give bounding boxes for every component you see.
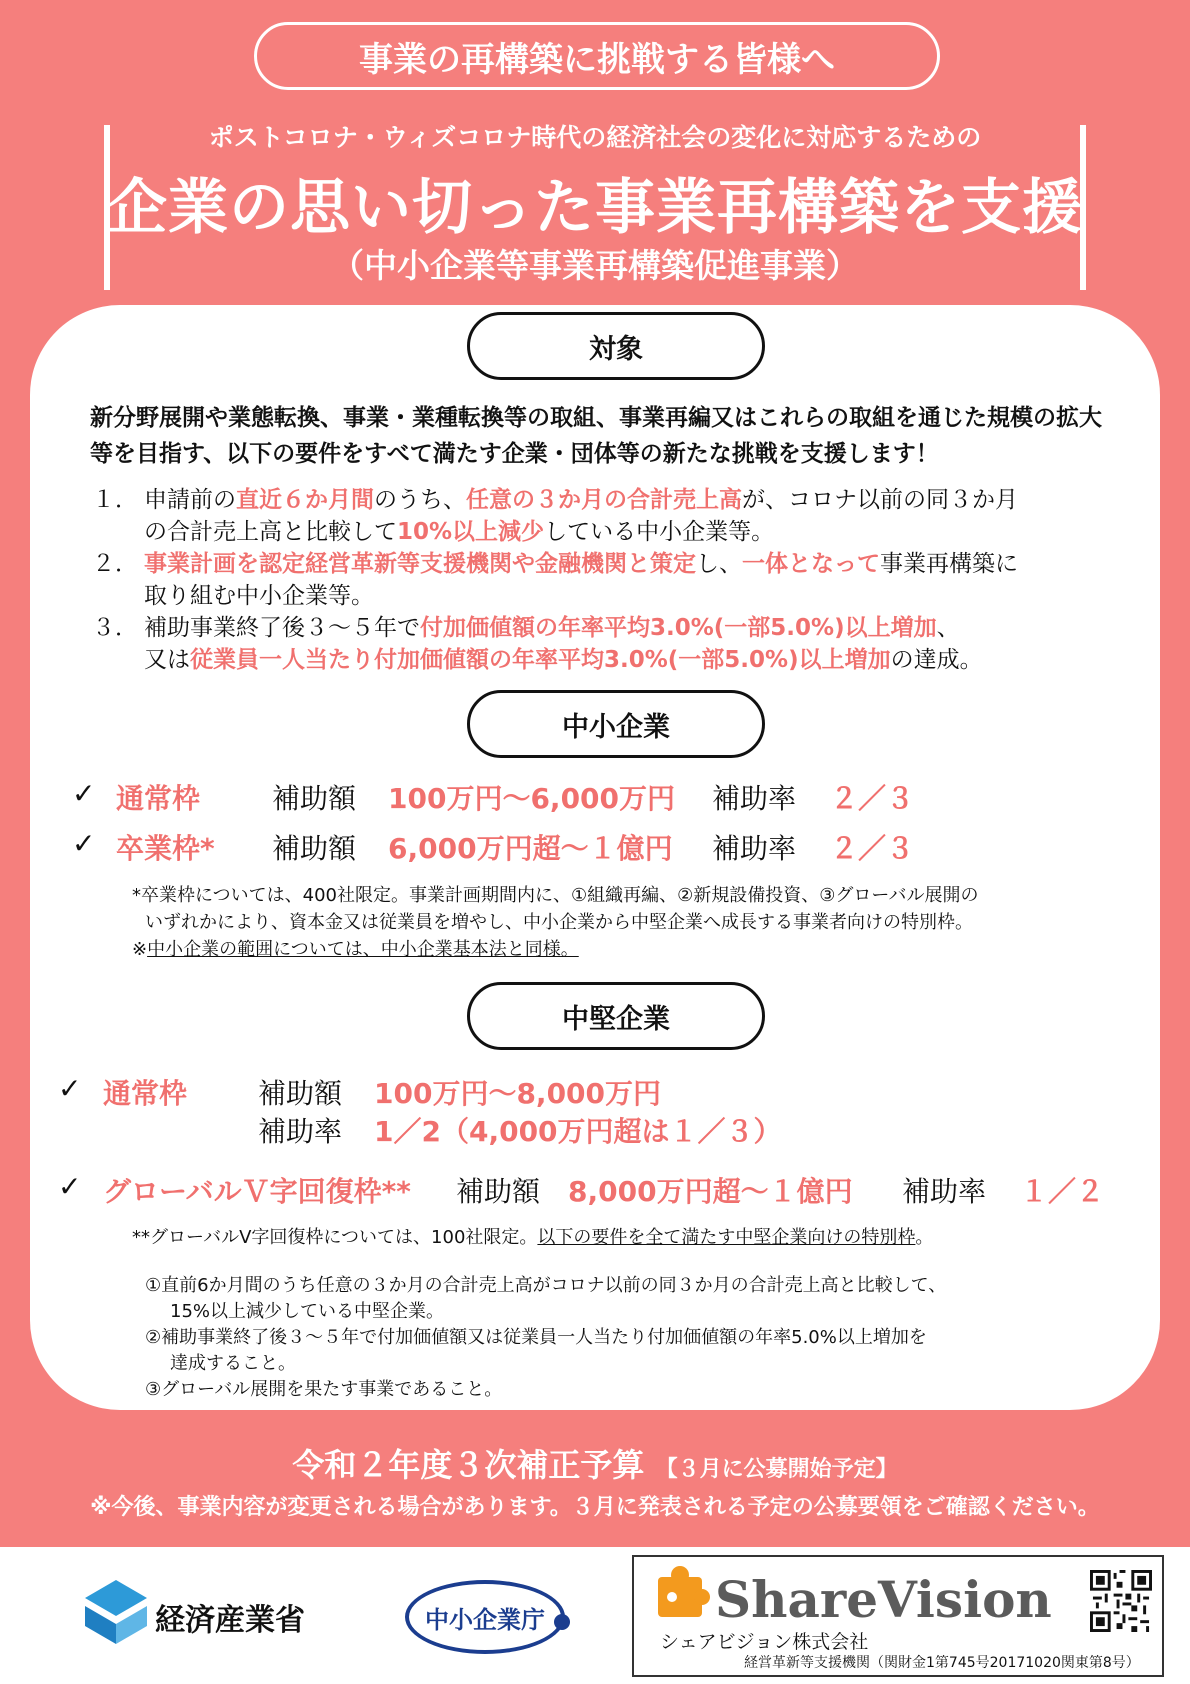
mid-condition-3: ③グローバル展開を果たす事業であること。: [145, 1379, 503, 1400]
requirement-3: [92, 612, 1122, 676]
req1-text-a: 申請前の: [144, 487, 236, 513]
req1-text-c: のうち、: [374, 487, 466, 513]
check-icon: ✓: [72, 827, 96, 860]
mid-note-a: **グローバルV字回復枠については、100社限定。: [132, 1227, 538, 1248]
page-title: 企業の思い切った事業再構築を支援: [107, 173, 1083, 243]
req2-text-d: 事業再構築に: [880, 551, 1018, 577]
check-icon: ✓: [58, 1170, 82, 1203]
check-icon: ✓: [72, 777, 96, 810]
qr-code-icon: [1090, 1570, 1152, 1632]
budget-note: 【３月に公募開始予定】: [655, 1457, 898, 1482]
sme-heading: 中小企業: [467, 690, 765, 758]
mid-condition-2b: 達成すること。: [170, 1353, 296, 1374]
sme-graduation-rate-label: 補助率: [712, 832, 797, 865]
req1-text-f: の合計売上高と比較して: [144, 519, 397, 545]
mid-global-amount-label: 補助額: [456, 1175, 541, 1208]
req3-text-f: の達成。: [890, 647, 983, 673]
sme-note-3-prefix: ※: [132, 939, 148, 960]
sme-regular-rate: ２／３: [830, 782, 915, 815]
req1-highlight-period: 直近６か月間: [236, 487, 374, 513]
check-icon: ✓: [58, 1072, 82, 1105]
requirement-1: [92, 484, 1122, 548]
mid-row-global: [58, 1170, 81, 1203]
sme-graduation-amount: 6,000万円超～１億円: [388, 832, 673, 865]
mid-note-c: 。: [915, 1227, 934, 1248]
sme-row-regular: [72, 777, 95, 810]
meti-logo-icon: [85, 1580, 147, 1644]
mid-global-name: グローバルＶ字回復枠**: [103, 1175, 411, 1208]
req2-highlight-plan: 事業計画を認定経営革新等支援機関や金融機関と策定: [144, 551, 696, 577]
budget-title: 令和２年度３次補正予算: [292, 1446, 645, 1484]
header-pill: 事業の再構築に挑戦する皆様へ: [254, 22, 940, 90]
sme-regular-rate-label: 補助率: [712, 782, 797, 815]
mid-row-regular: [58, 1072, 81, 1105]
sme-regular-amount-label: 補助額: [272, 782, 357, 815]
header-subtitle: ポストコロナ・ウィズコロナ時代の経済社会の変化に対応するための: [208, 123, 982, 152]
req2-text-e: 取り組む中小企業等。: [144, 583, 374, 609]
mid-regular-rate: 1／2（4,000万円超は１／３）: [374, 1115, 782, 1148]
mid-condition-2a: ②補助事業終了後３～５年で付加価値額又は従業員一人当たり付加価値額の年率5.0%以上増加を: [145, 1327, 927, 1348]
req3-text-c: 、: [936, 615, 960, 641]
sharevision-registration: 経営革新等支援機関（関財金1第745号20171020関東第8号）: [744, 1655, 1140, 1671]
mid-regular-amount: 100万円～8,000万円: [374, 1077, 662, 1110]
req1-text-h: している中小企業等。: [544, 519, 775, 545]
sme-regular-amount: 100万円～6,000万円: [388, 782, 676, 815]
req3-highlight-per-employee: 従業員一人当たり付加価値額の年率平均3.0%(一部5.0%)以上増加: [190, 647, 891, 673]
mid-global-amount: 8,000万円超～１億円: [568, 1175, 853, 1208]
req1-number: １．: [92, 487, 138, 513]
mid-heading: 中堅企業: [467, 982, 765, 1050]
mid-global-rate-label: 補助率: [902, 1175, 987, 1208]
sme-note-3: [132, 936, 579, 963]
req3-text-a: 補助事業終了後３～５年で: [144, 615, 420, 641]
req3-highlight-value-added: 付加価値額の年率平均3.0%(一部5.0%)以上増加: [420, 615, 937, 641]
mid-note: [132, 1224, 933, 1251]
sharevision-company: シェアビジョン株式会社: [660, 1631, 869, 1653]
req2-highlight-together: 一体となって: [742, 551, 880, 577]
requirement-2: [92, 548, 1122, 612]
sme-graduation-name: 卒業枠*: [116, 832, 215, 865]
sme-graduation-amount-label: 補助額: [272, 832, 357, 865]
sme-row-graduation: [72, 827, 95, 860]
req2-text-b: し、: [696, 551, 742, 577]
budget-line: [0, 1440, 1190, 1486]
meti-name: 経済産業省: [155, 1603, 305, 1638]
mid-regular-rate-label: 補助率: [258, 1115, 343, 1148]
req2-number: ２．: [92, 551, 138, 577]
sme-note-2: いずれかにより、資本金又は従業員を増やし、中小企業から中堅企業へ成長する事業者向けの特別枠。: [145, 912, 973, 933]
sharevision-brand: ShareVision: [715, 1570, 1052, 1629]
req3-number: ３．: [92, 615, 138, 641]
program-name: （中小企業等事業再構築促進事業）: [331, 246, 859, 285]
puzzle-logo-icon: [650, 1563, 710, 1625]
req3-text-d: 又は: [144, 647, 190, 673]
mid-condition-1b: 15%以上減少している中堅企業。: [170, 1301, 445, 1322]
mid-global-rate: １／２: [1020, 1175, 1105, 1208]
sme-agency-dot-icon: [552, 1612, 572, 1632]
target-intro: 新分野展開や業態転換、事業・業種転換等の取組、事業再編又はこれらの取組を通じた規模の拡大等を目指す、以下の要件をすべて満たす企業・団体等の新たな挑戦を支援します！: [90, 405, 1102, 467]
mid-note-b: 以下の要件を全て満たす中堅企業向けの特別枠: [537, 1227, 916, 1248]
sme-agency-logo: 中小企業庁: [405, 1580, 565, 1654]
target-heading: 対象: [467, 312, 765, 380]
mid-regular-name: 通常枠: [103, 1077, 188, 1110]
req1-highlight-decrease: 10%以上減少: [397, 519, 545, 545]
mid-condition-1a: ①直前6か月間のうち任意の３か月の合計売上高がコロナ以前の同３か月の合計売上高と比較して、: [145, 1275, 947, 1296]
req1-highlight-sales: 任意の３か月の合計売上高: [466, 487, 742, 513]
sme-note-3-link: 中小企業の範囲については、中小企業基本法と同様。: [147, 939, 579, 960]
req1-text-e: が、コロナ以前の同３か月: [742, 487, 1018, 513]
caution-note: ※今後、事業内容が変更される場合があります。３月に発表される予定の公募要領をご確認ください。: [90, 1495, 1100, 1520]
sme-graduation-rate: ２／３: [830, 832, 915, 865]
sme-regular-name: 通常枠: [116, 782, 201, 815]
sme-note-1: *卒業枠については、400社限定。事業計画期間内に、①組織再編、②新規設備投資、③グローバル展開の: [132, 885, 979, 906]
mid-regular-amount-label: 補助額: [258, 1077, 343, 1110]
